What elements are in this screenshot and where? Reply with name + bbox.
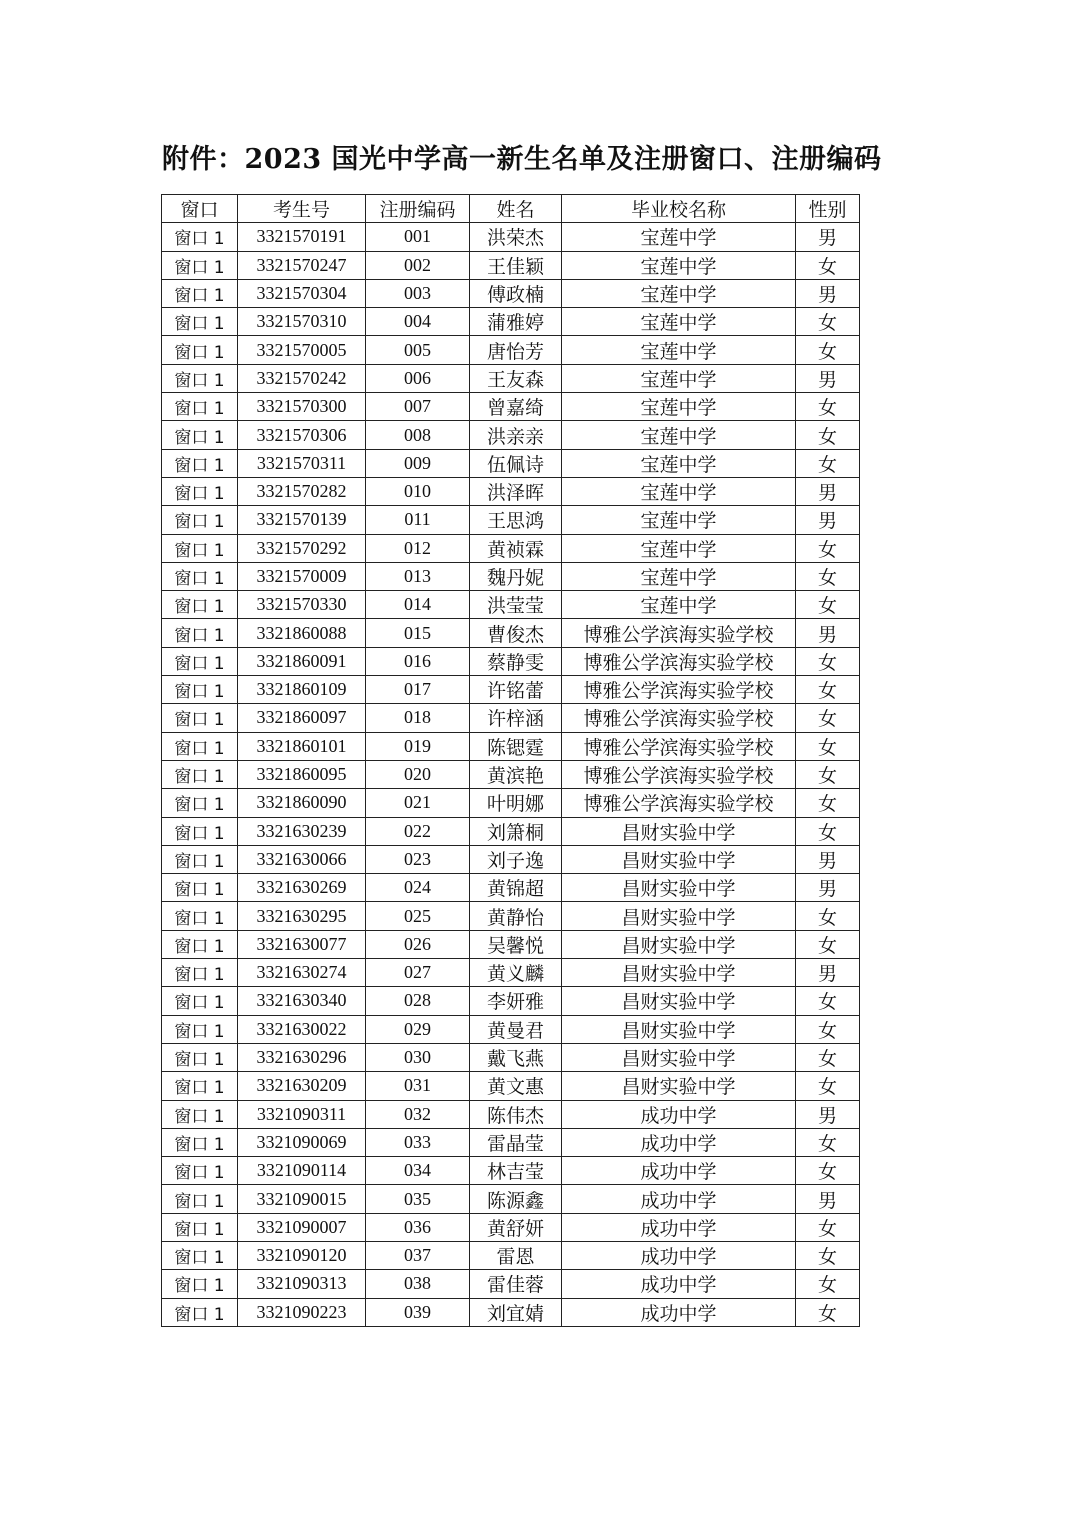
gender-cell: 女 xyxy=(796,987,860,1015)
table-row xyxy=(162,1128,860,1156)
page-title: 附件：2023 国光中学高一新生名单及注册窗口、注册编码 xyxy=(162,144,882,175)
table-row xyxy=(162,817,860,845)
header-name: 姓名 xyxy=(470,195,562,223)
window-cell: 窗口 1 xyxy=(162,959,238,987)
school-cell: 博雅公学滨海实验学校 xyxy=(562,619,796,647)
gender-cell: 女 xyxy=(796,308,860,336)
name-cell: 洪亲亲 xyxy=(470,421,562,449)
gender-cell: 女 xyxy=(796,421,860,449)
registration-code-cell: 009 xyxy=(366,449,470,477)
name-cell: 许梓涵 xyxy=(470,704,562,732)
registration-code-cell: 031 xyxy=(366,1072,470,1100)
name-cell: 林吉莹 xyxy=(470,1157,562,1185)
window-cell: 窗口 1 xyxy=(162,449,238,477)
registration-code-cell: 010 xyxy=(366,477,470,505)
table-row xyxy=(162,902,860,930)
name-cell: 雷佳蓉 xyxy=(470,1270,562,1298)
registration-code-cell: 034 xyxy=(366,1157,470,1185)
name-cell: 黄曼君 xyxy=(470,1015,562,1043)
window-cell: 窗口 1 xyxy=(162,619,238,647)
registration-code-cell: 035 xyxy=(366,1185,470,1213)
window-cell: 窗口 1 xyxy=(162,1270,238,1298)
exam-number-cell: 3321570304 xyxy=(238,279,366,307)
school-cell: 宝莲中学 xyxy=(562,562,796,590)
school-cell: 宝莲中学 xyxy=(562,506,796,534)
gender-cell: 男 xyxy=(796,223,860,251)
registration-code-cell: 019 xyxy=(366,732,470,760)
window-cell: 窗口 1 xyxy=(162,930,238,958)
gender-cell: 女 xyxy=(796,393,860,421)
school-cell: 宝莲中学 xyxy=(562,534,796,562)
window-cell: 窗口 1 xyxy=(162,647,238,675)
registration-code-cell: 029 xyxy=(366,1015,470,1043)
school-cell: 昌财实验中学 xyxy=(562,1043,796,1071)
registration-code-cell: 002 xyxy=(366,251,470,279)
gender-cell: 女 xyxy=(796,1015,860,1043)
table-header-row xyxy=(162,195,860,223)
gender-cell: 女 xyxy=(796,704,860,732)
exam-number-cell: 3321090015 xyxy=(238,1185,366,1213)
registration-code-cell: 017 xyxy=(366,676,470,704)
name-cell: 许铭蕾 xyxy=(470,676,562,704)
registration-code-cell: 020 xyxy=(366,760,470,788)
registration-code-cell: 037 xyxy=(366,1241,470,1269)
window-cell: 窗口 1 xyxy=(162,817,238,845)
registration-code-cell: 032 xyxy=(366,1100,470,1128)
registration-code-cell: 005 xyxy=(366,336,470,364)
gender-cell: 男 xyxy=(796,279,860,307)
gender-cell: 女 xyxy=(796,1213,860,1241)
window-cell: 窗口 1 xyxy=(162,1241,238,1269)
exam-number-cell: 3321570139 xyxy=(238,506,366,534)
school-cell: 博雅公学滨海实验学校 xyxy=(562,647,796,675)
exam-number-cell: 3321570242 xyxy=(238,364,366,392)
name-cell: 李妍雅 xyxy=(470,987,562,1015)
table-row xyxy=(162,1213,860,1241)
name-cell: 黄滨艳 xyxy=(470,760,562,788)
table-row xyxy=(162,562,860,590)
school-cell: 宝莲中学 xyxy=(562,279,796,307)
table-row xyxy=(162,223,860,251)
name-cell: 王思鸿 xyxy=(470,506,562,534)
window-cell: 窗口 1 xyxy=(162,1128,238,1156)
exam-number-cell: 3321860109 xyxy=(238,676,366,704)
table-row xyxy=(162,1185,860,1213)
exam-number-cell: 3321630209 xyxy=(238,1072,366,1100)
table-row xyxy=(162,1015,860,1043)
name-cell: 刘子逸 xyxy=(470,845,562,873)
exam-number-cell: 3321570330 xyxy=(238,591,366,619)
window-cell: 窗口 1 xyxy=(162,477,238,505)
table-row xyxy=(162,279,860,307)
gender-cell: 女 xyxy=(796,732,860,760)
gender-cell: 女 xyxy=(796,1270,860,1298)
exam-number-cell: 3321860091 xyxy=(238,647,366,675)
school-cell: 成功中学 xyxy=(562,1298,796,1326)
exam-number-cell: 3321570282 xyxy=(238,477,366,505)
window-cell: 窗口 1 xyxy=(162,987,238,1015)
window-cell: 窗口 1 xyxy=(162,789,238,817)
school-cell: 博雅公学滨海实验学校 xyxy=(562,676,796,704)
table-row xyxy=(162,364,860,392)
gender-cell: 女 xyxy=(796,1072,860,1100)
registration-code-cell: 028 xyxy=(366,987,470,1015)
gender-cell: 女 xyxy=(796,789,860,817)
gender-cell: 男 xyxy=(796,959,860,987)
window-cell: 窗口 1 xyxy=(162,506,238,534)
table-row xyxy=(162,251,860,279)
table-row xyxy=(162,959,860,987)
window-cell: 窗口 1 xyxy=(162,364,238,392)
registration-code-cell: 036 xyxy=(366,1213,470,1241)
registration-code-cell: 008 xyxy=(366,421,470,449)
exam-number-cell: 3321630239 xyxy=(238,817,366,845)
school-cell: 昌财实验中学 xyxy=(562,930,796,958)
table-row xyxy=(162,1157,860,1185)
student-roster-table xyxy=(161,194,860,1327)
name-cell: 洪荣杰 xyxy=(470,223,562,251)
exam-number-cell: 3321570005 xyxy=(238,336,366,364)
school-cell: 昌财实验中学 xyxy=(562,1015,796,1043)
table-row xyxy=(162,1241,860,1269)
name-cell: 陈源鑫 xyxy=(470,1185,562,1213)
name-cell: 魏丹妮 xyxy=(470,562,562,590)
registration-code-cell: 018 xyxy=(366,704,470,732)
school-cell: 昌财实验中学 xyxy=(562,817,796,845)
header-window: 窗口 xyxy=(162,195,238,223)
gender-cell: 女 xyxy=(796,534,860,562)
window-cell: 窗口 1 xyxy=(162,1072,238,1100)
exam-number-cell: 3321090007 xyxy=(238,1213,366,1241)
window-cell: 窗口 1 xyxy=(162,760,238,788)
table-row xyxy=(162,789,860,817)
name-cell: 黄祯霖 xyxy=(470,534,562,562)
gender-cell: 女 xyxy=(796,449,860,477)
table-row xyxy=(162,930,860,958)
gender-cell: 女 xyxy=(796,1128,860,1156)
window-cell: 窗口 1 xyxy=(162,1185,238,1213)
table-row xyxy=(162,760,860,788)
exam-number-cell: 3321090069 xyxy=(238,1128,366,1156)
window-cell: 窗口 1 xyxy=(162,279,238,307)
table-row xyxy=(162,1100,860,1128)
table-row xyxy=(162,619,860,647)
header-exam-number: 考生号 xyxy=(238,195,366,223)
table-row xyxy=(162,845,860,873)
school-cell: 成功中学 xyxy=(562,1128,796,1156)
table-row xyxy=(162,308,860,336)
gender-cell: 女 xyxy=(796,760,860,788)
table-row xyxy=(162,477,860,505)
exam-number-cell: 3321570009 xyxy=(238,562,366,590)
name-cell: 蔡静雯 xyxy=(470,647,562,675)
table-row xyxy=(162,1270,860,1298)
exam-number-cell: 3321090114 xyxy=(238,1157,366,1185)
school-cell: 宝莲中学 xyxy=(562,477,796,505)
registration-code-cell: 039 xyxy=(366,1298,470,1326)
exam-number-cell: 3321090311 xyxy=(238,1100,366,1128)
table-row xyxy=(162,1298,860,1326)
window-cell: 窗口 1 xyxy=(162,676,238,704)
table-row xyxy=(162,874,860,902)
name-cell: 曹俊杰 xyxy=(470,619,562,647)
school-cell: 宝莲中学 xyxy=(562,591,796,619)
exam-number-cell: 3321630296 xyxy=(238,1043,366,1071)
gender-cell: 女 xyxy=(796,930,860,958)
registration-code-cell: 026 xyxy=(366,930,470,958)
name-cell: 陈锶霆 xyxy=(470,732,562,760)
gender-cell: 男 xyxy=(796,1100,860,1128)
registration-code-cell: 033 xyxy=(366,1128,470,1156)
name-cell: 王佳颖 xyxy=(470,251,562,279)
name-cell: 洪泽晖 xyxy=(470,477,562,505)
exam-number-cell: 3321630274 xyxy=(238,959,366,987)
table-row xyxy=(162,336,860,364)
gender-cell: 女 xyxy=(796,562,860,590)
name-cell: 王友森 xyxy=(470,364,562,392)
exam-number-cell: 3321630066 xyxy=(238,845,366,873)
window-cell: 窗口 1 xyxy=(162,562,238,590)
gender-cell: 女 xyxy=(796,1157,860,1185)
window-cell: 窗口 1 xyxy=(162,251,238,279)
table-row xyxy=(162,506,860,534)
gender-cell: 女 xyxy=(796,817,860,845)
exam-number-cell: 3321630077 xyxy=(238,930,366,958)
school-cell: 成功中学 xyxy=(562,1213,796,1241)
registration-code-cell: 027 xyxy=(366,959,470,987)
name-cell: 雷恩 xyxy=(470,1241,562,1269)
gender-cell: 男 xyxy=(796,1185,860,1213)
window-cell: 窗口 1 xyxy=(162,1043,238,1071)
gender-cell: 女 xyxy=(796,676,860,704)
window-cell: 窗口 1 xyxy=(162,732,238,760)
gender-cell: 男 xyxy=(796,845,860,873)
school-cell: 成功中学 xyxy=(562,1157,796,1185)
exam-number-cell: 3321570310 xyxy=(238,308,366,336)
name-cell: 黄文惠 xyxy=(470,1072,562,1100)
gender-cell: 男 xyxy=(796,506,860,534)
name-cell: 洪莹莹 xyxy=(470,591,562,619)
window-cell: 窗口 1 xyxy=(162,534,238,562)
school-cell: 博雅公学滨海实验学校 xyxy=(562,789,796,817)
registration-code-cell: 024 xyxy=(366,874,470,902)
school-cell: 宝莲中学 xyxy=(562,393,796,421)
window-cell: 窗口 1 xyxy=(162,1157,238,1185)
school-cell: 博雅公学滨海实验学校 xyxy=(562,732,796,760)
name-cell: 叶明娜 xyxy=(470,789,562,817)
school-cell: 成功中学 xyxy=(562,1100,796,1128)
exam-number-cell: 3321630022 xyxy=(238,1015,366,1043)
window-cell: 窗口 1 xyxy=(162,1015,238,1043)
name-cell: 伍佩诗 xyxy=(470,449,562,477)
gender-cell: 女 xyxy=(796,1298,860,1326)
exam-number-cell: 3321570311 xyxy=(238,449,366,477)
window-cell: 窗口 1 xyxy=(162,336,238,364)
table-row xyxy=(162,591,860,619)
header-graduation-school: 毕业校名称 xyxy=(562,195,796,223)
window-cell: 窗口 1 xyxy=(162,393,238,421)
gender-cell: 女 xyxy=(796,1241,860,1269)
table-body xyxy=(162,223,860,1327)
name-cell: 傅政楠 xyxy=(470,279,562,307)
exam-number-cell: 3321570300 xyxy=(238,393,366,421)
school-cell: 博雅公学滨海实验学校 xyxy=(562,704,796,732)
table-row xyxy=(162,1072,860,1100)
registration-code-cell: 025 xyxy=(366,902,470,930)
registration-code-cell: 007 xyxy=(366,393,470,421)
school-cell: 宝莲中学 xyxy=(562,223,796,251)
name-cell: 曾嘉绮 xyxy=(470,393,562,421)
school-cell: 昌财实验中学 xyxy=(562,874,796,902)
gender-cell: 女 xyxy=(796,1043,860,1071)
school-cell: 昌财实验中学 xyxy=(562,902,796,930)
gender-cell: 男 xyxy=(796,619,860,647)
gender-cell: 男 xyxy=(796,874,860,902)
registration-code-cell: 030 xyxy=(366,1043,470,1071)
window-cell: 窗口 1 xyxy=(162,704,238,732)
registration-code-cell: 038 xyxy=(366,1270,470,1298)
registration-code-cell: 022 xyxy=(366,817,470,845)
registration-code-cell: 006 xyxy=(366,364,470,392)
registration-code-cell: 013 xyxy=(366,562,470,590)
school-cell: 宝莲中学 xyxy=(562,421,796,449)
window-cell: 窗口 1 xyxy=(162,902,238,930)
table-row xyxy=(162,534,860,562)
window-cell: 窗口 1 xyxy=(162,874,238,902)
table-row xyxy=(162,676,860,704)
name-cell: 陈伟杰 xyxy=(470,1100,562,1128)
registration-code-cell: 012 xyxy=(366,534,470,562)
window-cell: 窗口 1 xyxy=(162,845,238,873)
exam-number-cell: 3321860101 xyxy=(238,732,366,760)
name-cell: 唐怡芳 xyxy=(470,336,562,364)
window-cell: 窗口 1 xyxy=(162,591,238,619)
registration-code-cell: 004 xyxy=(366,308,470,336)
name-cell: 黄锦超 xyxy=(470,874,562,902)
registration-code-cell: 016 xyxy=(366,647,470,675)
exam-number-cell: 3321630269 xyxy=(238,874,366,902)
table-row xyxy=(162,732,860,760)
name-cell: 刘宜婧 xyxy=(470,1298,562,1326)
school-cell: 宝莲中学 xyxy=(562,449,796,477)
school-cell: 昌财实验中学 xyxy=(562,959,796,987)
school-cell: 昌财实验中学 xyxy=(562,987,796,1015)
window-cell: 窗口 1 xyxy=(162,1298,238,1326)
exam-number-cell: 3321630340 xyxy=(238,987,366,1015)
registration-code-cell: 015 xyxy=(366,619,470,647)
table-row xyxy=(162,987,860,1015)
window-cell: 窗口 1 xyxy=(162,223,238,251)
exam-number-cell: 3321090120 xyxy=(238,1241,366,1269)
table-row xyxy=(162,704,860,732)
gender-cell: 女 xyxy=(796,336,860,364)
exam-number-cell: 3321860097 xyxy=(238,704,366,732)
exam-number-cell: 3321570191 xyxy=(238,223,366,251)
gender-cell: 女 xyxy=(796,902,860,930)
name-cell: 吴馨悦 xyxy=(470,930,562,958)
name-cell: 黄义麟 xyxy=(470,959,562,987)
exam-number-cell: 3321090313 xyxy=(238,1270,366,1298)
school-cell: 成功中学 xyxy=(562,1185,796,1213)
school-cell: 昌财实验中学 xyxy=(562,845,796,873)
gender-cell: 女 xyxy=(796,251,860,279)
header-gender: 性别 xyxy=(796,195,860,223)
header-registration-code: 注册编码 xyxy=(366,195,470,223)
table-row xyxy=(162,421,860,449)
school-cell: 博雅公学滨海实验学校 xyxy=(562,760,796,788)
school-cell: 宝莲中学 xyxy=(562,308,796,336)
exam-number-cell: 3321860095 xyxy=(238,760,366,788)
window-cell: 窗口 1 xyxy=(162,421,238,449)
table-row xyxy=(162,449,860,477)
gender-cell: 女 xyxy=(796,647,860,675)
exam-number-cell: 3321570306 xyxy=(238,421,366,449)
exam-number-cell: 3321860088 xyxy=(238,619,366,647)
exam-number-cell: 3321860090 xyxy=(238,789,366,817)
school-cell: 宝莲中学 xyxy=(562,251,796,279)
registration-code-cell: 001 xyxy=(366,223,470,251)
registration-code-cell: 003 xyxy=(366,279,470,307)
registration-code-cell: 021 xyxy=(366,789,470,817)
registration-code-cell: 023 xyxy=(366,845,470,873)
gender-cell: 男 xyxy=(796,364,860,392)
table-row xyxy=(162,393,860,421)
table-row xyxy=(162,1043,860,1071)
exam-number-cell: 3321570247 xyxy=(238,251,366,279)
school-cell: 宝莲中学 xyxy=(562,364,796,392)
exam-number-cell: 3321090223 xyxy=(238,1298,366,1326)
name-cell: 黄舒妍 xyxy=(470,1213,562,1241)
school-cell: 成功中学 xyxy=(562,1270,796,1298)
name-cell: 刘箫桐 xyxy=(470,817,562,845)
gender-cell: 女 xyxy=(796,591,860,619)
registration-code-cell: 011 xyxy=(366,506,470,534)
school-cell: 宝莲中学 xyxy=(562,336,796,364)
window-cell: 窗口 1 xyxy=(162,1213,238,1241)
exam-number-cell: 3321630295 xyxy=(238,902,366,930)
window-cell: 窗口 1 xyxy=(162,1100,238,1128)
exam-number-cell: 3321570292 xyxy=(238,534,366,562)
table-row xyxy=(162,647,860,675)
name-cell: 蒲雅婷 xyxy=(470,308,562,336)
gender-cell: 男 xyxy=(796,477,860,505)
window-cell: 窗口 1 xyxy=(162,308,238,336)
registration-code-cell: 014 xyxy=(366,591,470,619)
name-cell: 黄静怡 xyxy=(470,902,562,930)
name-cell: 雷晶莹 xyxy=(470,1128,562,1156)
name-cell: 戴飞燕 xyxy=(470,1043,562,1071)
school-cell: 昌财实验中学 xyxy=(562,1072,796,1100)
school-cell: 成功中学 xyxy=(562,1241,796,1269)
